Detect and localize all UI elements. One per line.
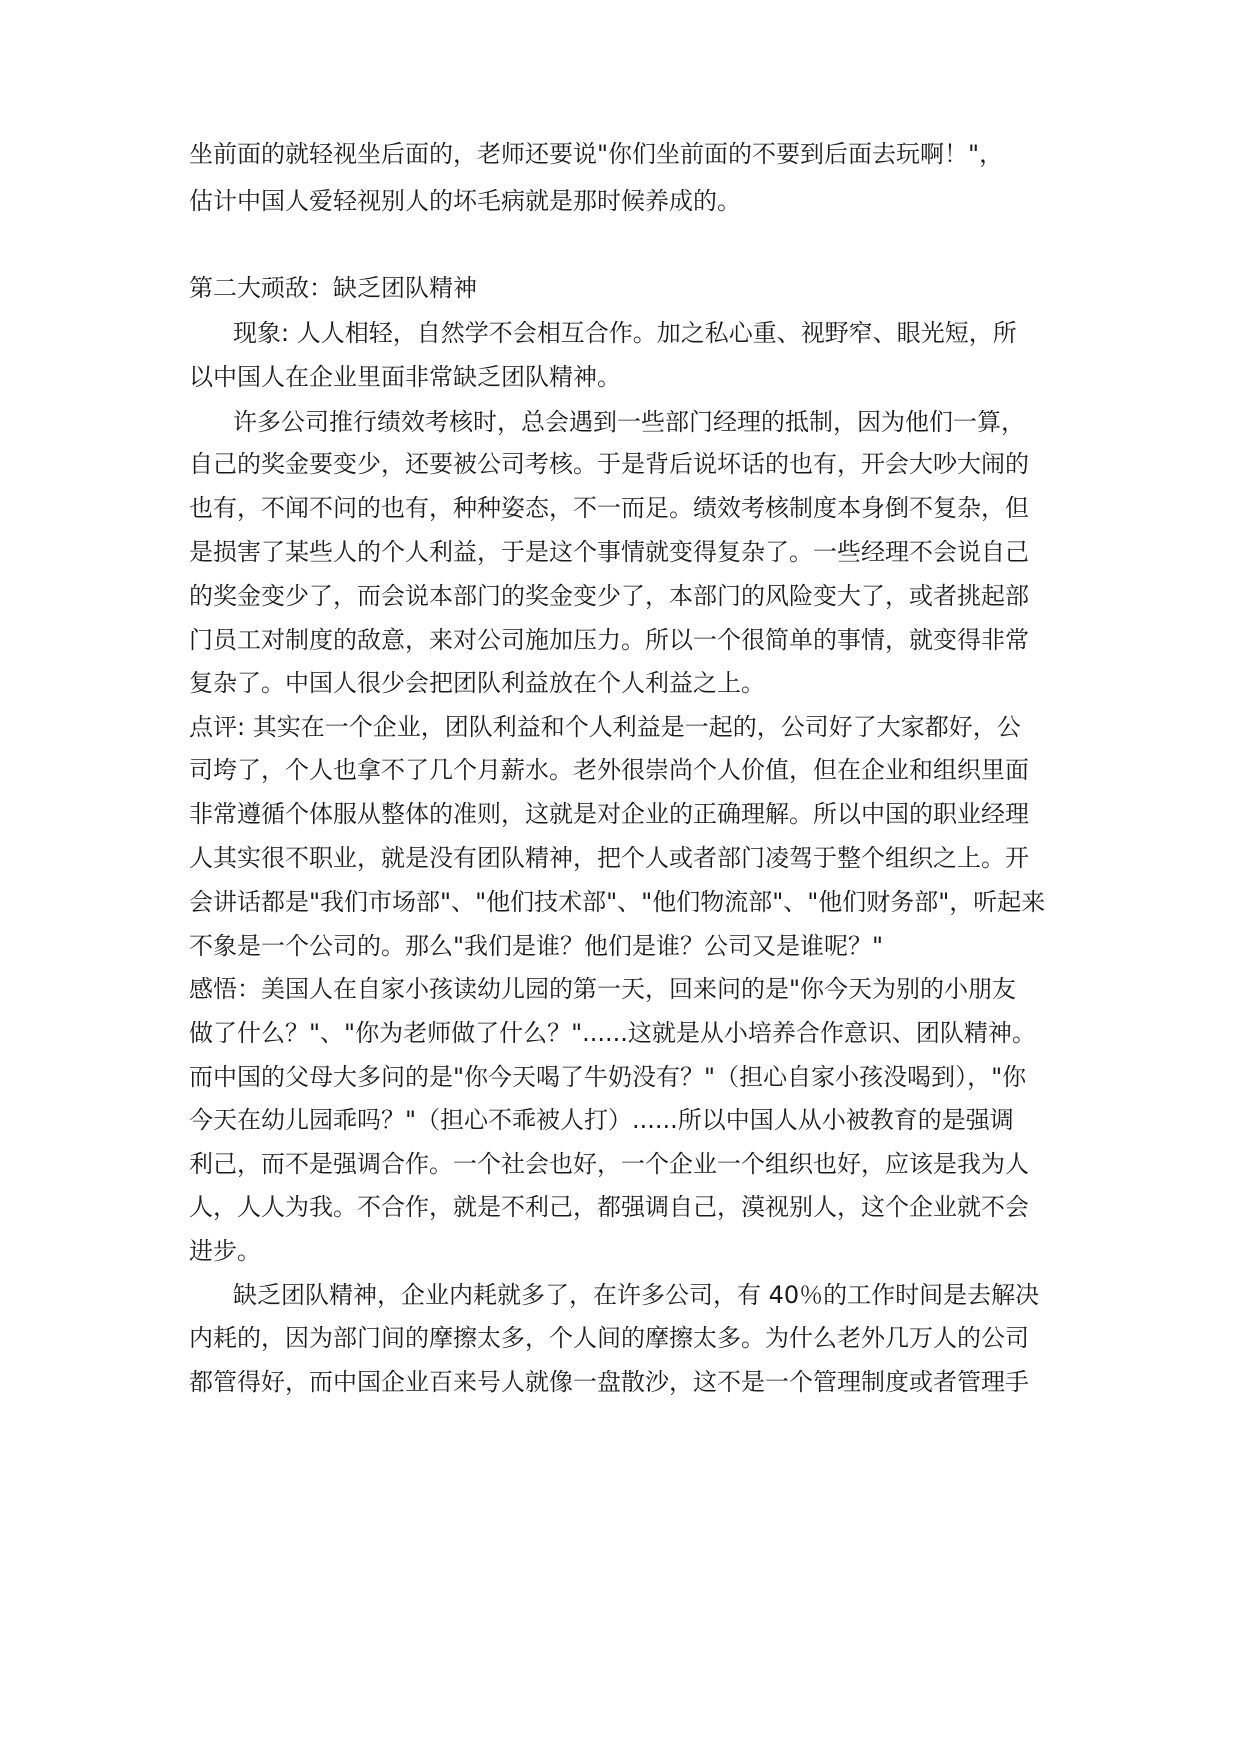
paragraph-line: 司垮了，个人也拿不了几个月薪水。老外很崇尚个人价值，但在企业和组织里面 [189,756,1029,784]
paragraph-line: 非常遵循个体服从整体的准则，这就是对企业的正确理解。所以中国的职业经理 [189,800,1029,828]
paragraph-line: 估计中国人爱轻视别人的坏毛病就是那时候养成的。 [189,187,741,215]
paragraph-line: 做了什么？"、"你为老师做了什么？"......这就是从小培养合作意识、团队精神。 [189,1019,1036,1047]
paragraph-line: 以中国人在企业里面非常缺乏团队精神。 [189,363,621,391]
paragraph-line: 门员工对制度的敌意，来对公司施加压力。所以一个很简单的事情，就变得非常 [189,626,1029,654]
paragraph-line: 今天在幼儿园乖吗？"（担心不乖被人打）......所以中国人从小被教育的是强调 [189,1106,1014,1134]
section-heading: 第二大顽敌：缺乏团队精神 [189,274,477,302]
paragraph-line: 都管得好，而中国企业百来号人就像一盘散沙，这不是一个管理制度或者管理手 [189,1368,1029,1396]
paragraph-line: 也有，不闻不问的也有，种种姿态，不一而足。绩效考核制度本身倒不复杂，但 [189,494,1029,522]
paragraph-line: 不象是一个公司的。那么"我们是谁？他们是谁？公司又是谁呢？" [189,932,884,960]
paragraph-line: 的奖金变少了，而会说本部门的奖金变少了，本部门的风险变大了，或者挑起部 [189,582,1029,610]
paragraph-line: 许多公司推行绩效考核时，总会遇到一些部门经理的抵制，因为他们一算， [233,408,1025,436]
paragraph-line: 进步。 [189,1237,261,1265]
paragraph-line: 自己的奖金要变少，还要被公司考核。于是背后说坏话的也有，开会大吵大闹的 [189,450,1029,478]
paragraph-line: 感悟：美国人在自家小孩读幼儿园的第一天，回来问的是"你今天为别的小朋友 [189,975,1017,1003]
paragraph-line: 人，人人为我。不合作，就是不利己，都强调自己，漠视别人，这个企业就不会 [189,1193,1029,1221]
paragraph-line: 是损害了某些人的个人利益，于是这个事情就变得复杂了。一些经理不会说自己 [189,538,1029,566]
paragraph-line: 坐前面的就轻视坐后面的，老师还要说"你们坐前面的不要到后面去玩啊！"， [189,140,1004,168]
paragraph-line: 缺乏团队精神，企业内耗就多了，在许多公司，有 40％的工作时间是去解决 [233,1281,1040,1309]
paragraph-line: 而中国的父母大多问的是"你今天喝了牛奶没有？"（担心自家小孩没喝到），"你 [189,1063,1027,1091]
paragraph-line: 内耗的，因为部门间的摩擦太多，个人间的摩擦太多。为什么老外几万人的公司 [189,1324,1029,1352]
paragraph-line: 点评: 其实在一个企业，团队利益和个人利益是一起的，公司好了大家都好，公 [189,713,1021,741]
paragraph-line: 利己，而不是强调合作。一个社会也好，一个企业一个组织也好，应该是我为人 [189,1150,1029,1178]
paragraph-line: 现象: 人人相轻，自然学不会相互合作。加之私心重、视野窄、眼光短，所 [233,319,1017,347]
paragraph-line: 人其实很不职业，就是没有团队精神，把个人或者部门凌驾于整个组织之上。开 [189,844,1029,872]
paragraph-line: 复杂了。中国人很少会把团队利益放在个人利益之上。 [189,669,765,697]
paragraph-line: 会讲话都是"我们市场部"、"他们技术部"、"他们物流部"、"他们财务部"，听起来 [189,888,1046,916]
